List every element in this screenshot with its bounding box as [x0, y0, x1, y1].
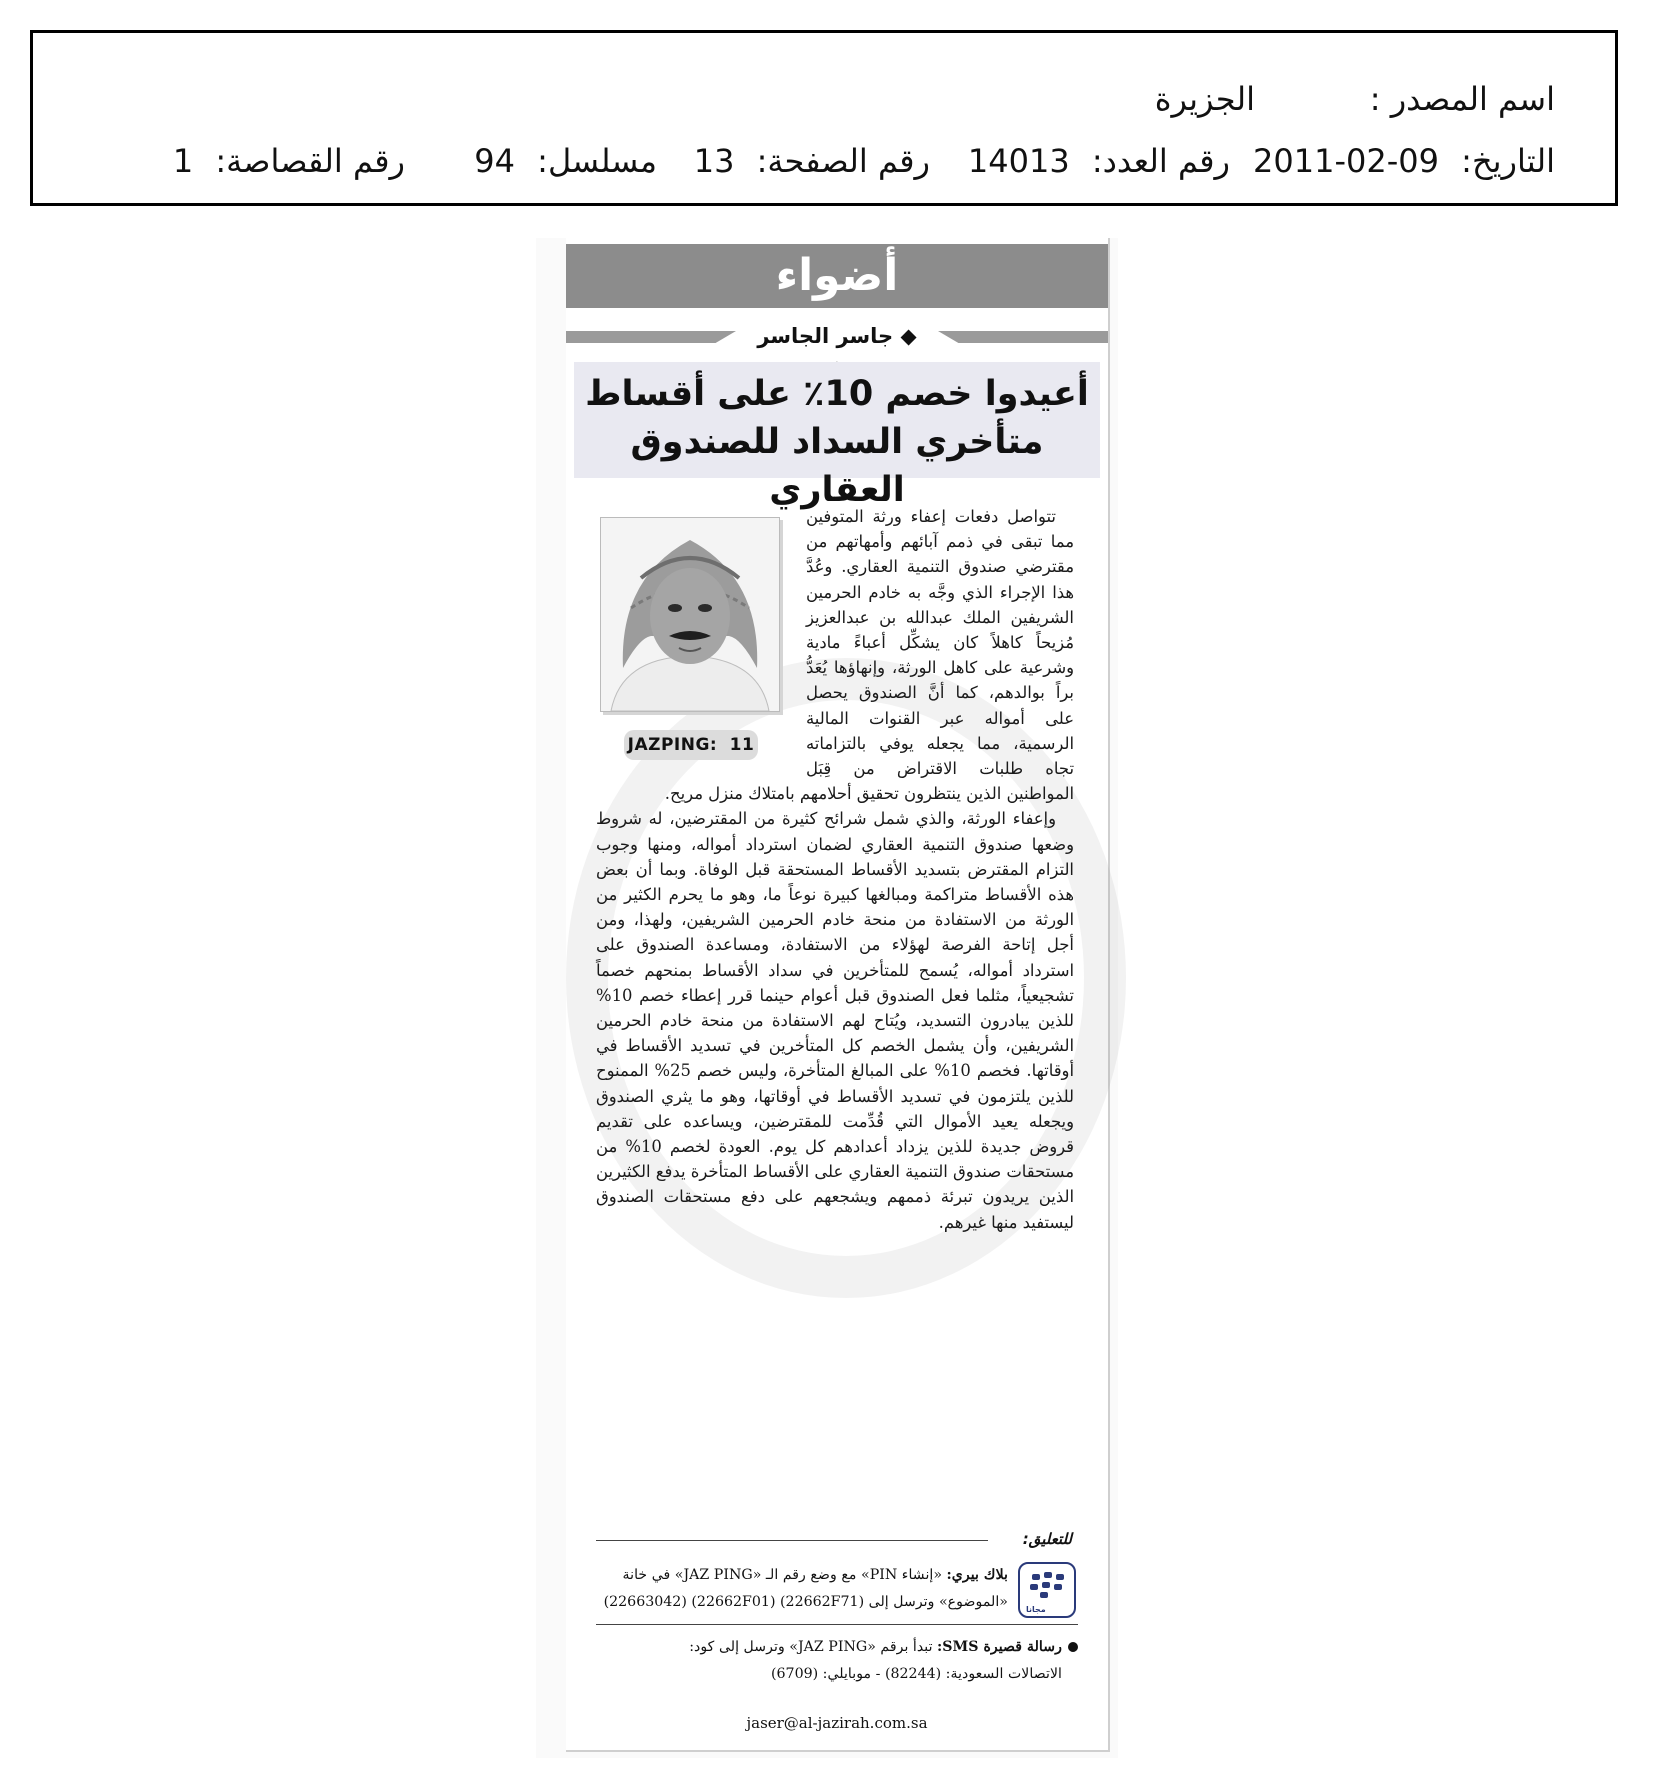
clip-number-value: 1: [172, 142, 194, 180]
bullet-icon: [1068, 1642, 1078, 1652]
source-value: الجزيرة: [1154, 80, 1255, 118]
details-row: [93, 137, 1555, 185]
column-banner: [566, 244, 1108, 308]
article-paragraph-1: تتواصل دفعات إعفاء ورثة المتوفين مما تبقى في ذمم آبائهم وأمهاتهم من مقترضي صندوق التنمية العقاري. وعُدَّ هذا الإجراء الذي وجَّه به خادم الحرمين الشريفين الملك عبدالله بن عبدالعزيز مُزيحاً كاهلاً كان يشكِّل أعباءً مادية وشرعية على كاهل الورثة، وإنهاؤها يُعَدُّ براً بوالدهم، كما أنَّ الصندوق يحصل على أمواله عبر القنوات المالية الرسمية، مما يجعله يوفي بالتزاماته تجاه طلبات الاقتراض من قِبَل المواطنين الذين ينتظرون تحقيق أحلامهم بامتلاك منزل مريح.: [664, 507, 1074, 804]
sms-line-2: الاتصالات السعودية: (82244) - موبايلي: (6709): [770, 1666, 1062, 1682]
date-field: [1253, 137, 1555, 185]
source-row: [93, 75, 1555, 123]
bb-dot: [1032, 1574, 1040, 1580]
comment-label: للتعليق:: [1022, 1530, 1072, 1548]
blackberry-icon: [1018, 1562, 1076, 1618]
page-label: رقم الصفحة:: [756, 142, 930, 180]
bb-dot: [1042, 1582, 1050, 1588]
newspaper-clipping: [536, 238, 1118, 1758]
bb-line-1-text: «إنشاء PIN» مع وضع رقم الـ «JAZ PING» في خانة: [622, 1567, 943, 1583]
source-label: اسم المصدر :: [1369, 80, 1555, 118]
jazping-number: 11: [729, 735, 755, 755]
article-body: [596, 504, 1074, 1512]
column-name: أضواء: [775, 250, 899, 301]
blackberry-instructions: [602, 1562, 1008, 1616]
clipping-page: [566, 238, 1110, 1752]
comment-divider: [596, 1540, 988, 1541]
sms-instructions: [602, 1634, 1078, 1688]
sms-line-1: [602, 1634, 1078, 1661]
serial-label: مسلسل:: [537, 142, 657, 180]
bb-dot: [1056, 1574, 1064, 1580]
sms-title: رسالة قصيرة SMS:: [937, 1639, 1062, 1655]
serial-field: [474, 137, 657, 185]
issue-label: رقم العدد:: [1091, 142, 1230, 180]
article-headline: أعيدوا خصم 10٪ على أقساط متأخري السداد للصندوق العقاري: [585, 374, 1089, 510]
bb-free-label: مجانا: [1026, 1605, 1046, 1614]
bb-dot: [1040, 1592, 1048, 1598]
author-byline: [566, 320, 1108, 352]
article-paragraph-2: وإعفاء الورثة، والذي شمل شرائح كثيرة من المقترضين، له شروط وضعها صندوق التنمية العقاري لضمان استرداد أمواله، ومنها وجوب التزام المقترض بتسديد الأقساط المستحقة قبل الوفاة. وبما أن بعض هذه الأقساط متراكمة ومبالغها كبيرة نوعاً ما، وهو ما يحرم الكثير من الورثة من الاستفادة من منحة خادم الحرمين الشريفين، ولهذا، ومن أجل إتاحة الفرصة لهؤلاء من الاستفادة، ومساعدة الصندوق على استرداد أمواله، يُسمح للمتأخرين في سداد الأقساط بمنحهم خصماً تشجيعياً، مثلما فعل الصندوق قبل أعوام حينما قرر إعطاء خصم 10% للذين يبادرون التسديد، ويُتاح لهم الاستفادة من منحة خادم الحرمين الشريفين، وأن يشمل الخصم كل المتأخرين في تسديد الأقساط في أوقاتها. فخصم 10% على المبالغ المتأخرة، وليس خصم 25% الممنوح للذين يلتزمون في تسديد الأقساط في أوقاتها، وهو ما يثري الصندوق ويجعله يعيد الأموال التي قُدِّمت للمقترضين، ويساعده على تقديم قروض جديدة للذين يزداد أعدادهم كل يوم. العودة لخصم 10% من مستحقات صندوق التنمية العقاري على الأقساط المتأخرة يدفع الكثيرين الذين يريدون تبرئة ذممهم ويشجعهم على دفع مستحقات الصندوق ليستفيد منها غيرهم.: [596, 809, 1075, 1232]
byline-decor-left: [566, 331, 736, 343]
bb-dot: [1044, 1572, 1052, 1578]
bb-line-2: «الموضوع» وترسل إلى (22662F71) (22662F01) (22663042): [603, 1594, 1008, 1610]
page-field: [694, 137, 930, 185]
issue-value: 14013: [967, 142, 1070, 180]
bb-title: بلاك بيري:: [946, 1567, 1008, 1583]
page-value: 13: [693, 142, 735, 180]
bb-dot: [1054, 1584, 1062, 1590]
jazping-label: JAZPING:: [627, 735, 718, 755]
clip-number-field: [173, 137, 405, 185]
byline-decor-right: [938, 331, 1108, 343]
date-value: 2011-02-09: [1253, 142, 1439, 180]
clip-number-label: رقم القصاصة:: [215, 142, 405, 180]
date-label: التاريخ:: [1461, 142, 1555, 180]
author-name: ◆ جاسر الجاسر: [757, 324, 917, 348]
author-email: jaser@al-jazirah.com.sa: [746, 1714, 928, 1732]
photo-wrap-space: [596, 504, 796, 766]
bb-line-1: [602, 1562, 1008, 1589]
serial-value: 94: [474, 142, 515, 180]
bb-dot: [1030, 1584, 1038, 1590]
sms-line-1-text: تبدأ برقم «JAZ PING» وترسل إلى كود:: [689, 1639, 933, 1655]
headline-box: [574, 362, 1100, 510]
issue-field: [968, 137, 1230, 185]
sms-divider: [596, 1624, 1078, 1625]
clipping-metadata-box: [30, 30, 1618, 206]
